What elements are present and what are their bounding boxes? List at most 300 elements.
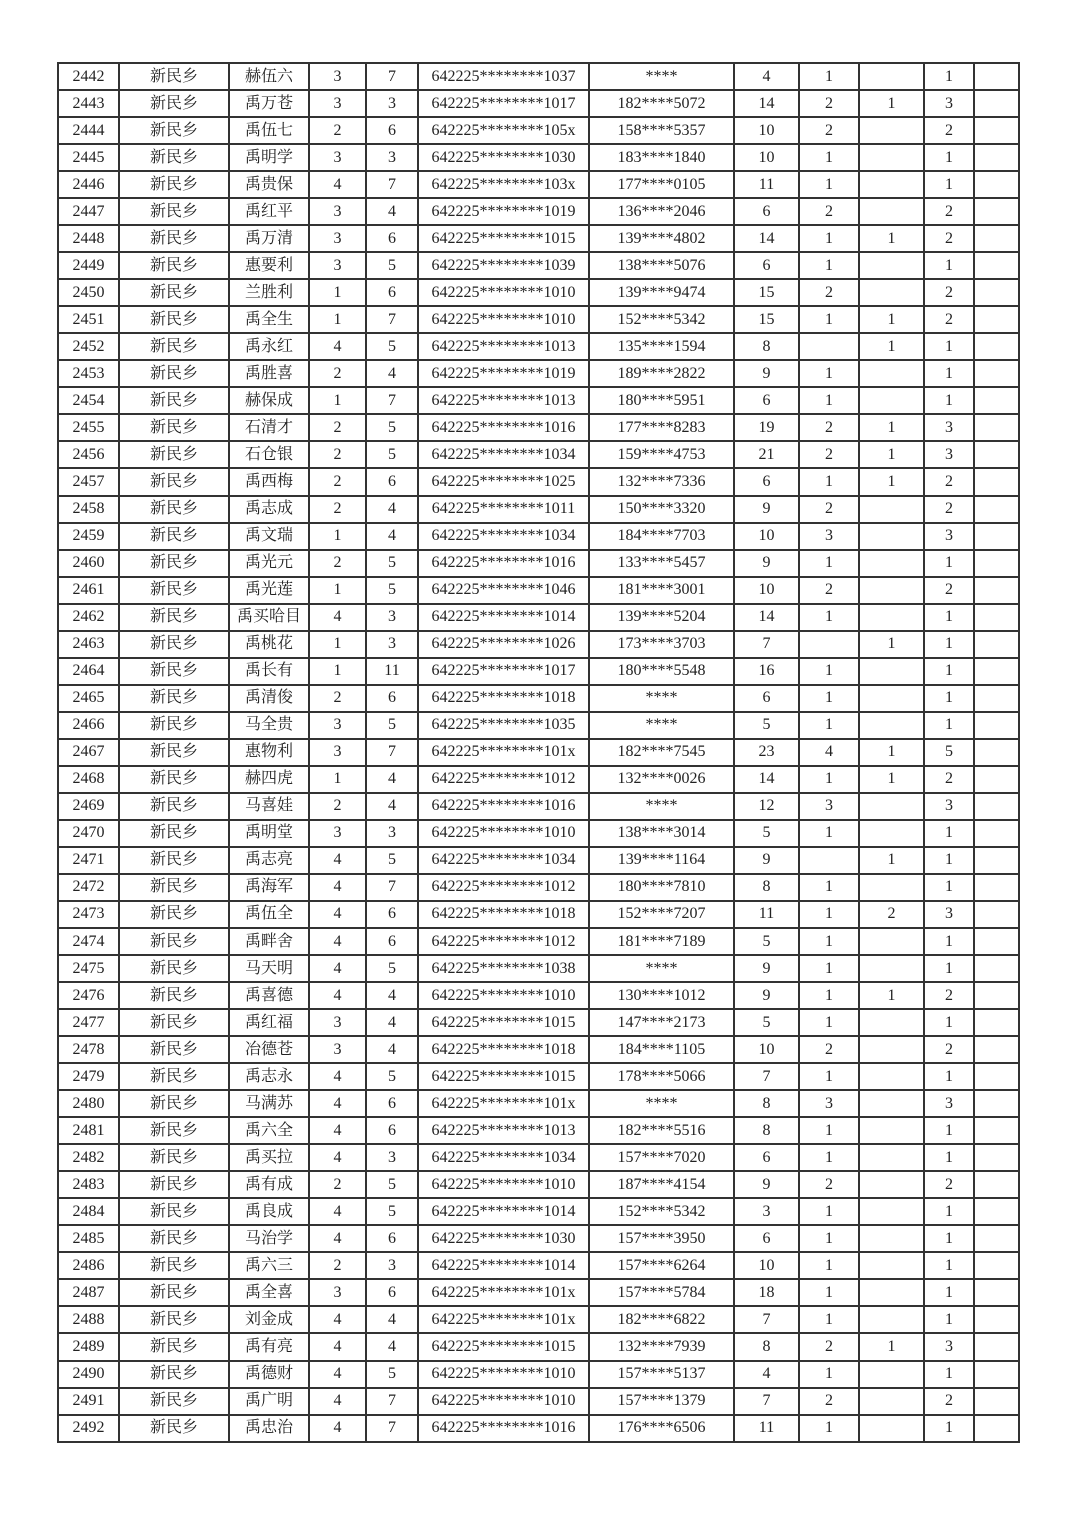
cell-seq: 2478 — [58, 1036, 119, 1063]
cell-num1: 4 — [309, 604, 366, 631]
cell-num6: 1 — [924, 144, 974, 171]
cell-num6: 1 — [924, 847, 974, 874]
table-row — [58, 523, 1019, 550]
cell-township: 新民乡 — [119, 252, 229, 279]
cell-name: 禹广明 — [229, 1388, 309, 1415]
cell-blank — [974, 117, 1019, 144]
cell-blank — [974, 279, 1019, 306]
cell-phone: 189****2822 — [589, 360, 734, 387]
cell-blank — [974, 306, 1019, 333]
cell-name: 赫保成 — [229, 387, 309, 414]
table-row — [58, 306, 1019, 333]
cell-num5 — [859, 279, 924, 306]
cell-phone: 139****1164 — [589, 847, 734, 874]
cell-num4: 1 — [799, 712, 859, 739]
cell-num5: 1 — [859, 225, 924, 252]
cell-seq: 2487 — [58, 1279, 119, 1306]
table-row — [58, 171, 1019, 198]
cell-name: 禹永红 — [229, 333, 309, 360]
cell-num1: 2 — [309, 550, 366, 577]
table-row — [58, 658, 1019, 685]
cell-township: 新民乡 — [119, 279, 229, 306]
cell-blank — [974, 387, 1019, 414]
cell-num1: 2 — [309, 117, 366, 144]
cell-num6: 1 — [924, 550, 974, 577]
cell-blank — [974, 1198, 1019, 1225]
cell-phone: 157****5137 — [589, 1361, 734, 1388]
cell-num6: 1 — [924, 1306, 974, 1333]
cell-num2: 5 — [366, 441, 418, 468]
cell-num6: 1 — [924, 604, 974, 631]
cell-seq: 2479 — [58, 1063, 119, 1090]
cell-num6: 1 — [924, 1225, 974, 1252]
cell-num3: 14 — [734, 225, 799, 252]
cell-num2: 4 — [366, 982, 418, 1009]
cell-num3: 10 — [734, 1252, 799, 1279]
cell-name: 惠物利 — [229, 739, 309, 766]
cell-blank — [974, 1333, 1019, 1360]
cell-num2: 6 — [366, 1279, 418, 1306]
cell-num6: 1 — [924, 955, 974, 982]
cell-phone: 182****5516 — [589, 1117, 734, 1144]
cell-num6: 3 — [924, 1090, 974, 1117]
table-row — [58, 360, 1019, 387]
cell-num1: 4 — [309, 1333, 366, 1360]
cell-num6: 1 — [924, 1415, 974, 1442]
cell-name: 禹光莲 — [229, 577, 309, 604]
cell-num4: 1 — [799, 928, 859, 955]
cell-num2: 5 — [366, 712, 418, 739]
cell-num3: 19 — [734, 414, 799, 441]
cell-seq: 2442 — [58, 63, 119, 90]
cell-id-number: 642225********1010 — [418, 982, 589, 1009]
cell-num4: 2 — [799, 1036, 859, 1063]
cell-township: 新民乡 — [119, 1090, 229, 1117]
cell-num5 — [859, 496, 924, 523]
cell-phone: 157****3950 — [589, 1225, 734, 1252]
cell-num3: 23 — [734, 739, 799, 766]
cell-phone: 157****5784 — [589, 1279, 734, 1306]
cell-seq: 2474 — [58, 928, 119, 955]
cell-num6: 1 — [924, 712, 974, 739]
cell-phone: 157****7020 — [589, 1144, 734, 1171]
cell-phone: 139****5204 — [589, 604, 734, 631]
table-row — [58, 387, 1019, 414]
cell-township: 新民乡 — [119, 1117, 229, 1144]
cell-num5: 1 — [859, 739, 924, 766]
cell-blank — [974, 901, 1019, 928]
cell-name: 禹有亮 — [229, 1333, 309, 1360]
cell-num4: 1 — [799, 604, 859, 631]
table-row — [58, 1225, 1019, 1252]
cell-township: 新民乡 — [119, 468, 229, 495]
cell-township: 新民乡 — [119, 739, 229, 766]
cell-phone: 150****3320 — [589, 496, 734, 523]
cell-name: 禹万苍 — [229, 90, 309, 117]
cell-id-number: 642225********1012 — [418, 874, 589, 901]
cell-seq: 2456 — [58, 441, 119, 468]
cell-township: 新民乡 — [119, 1225, 229, 1252]
cell-blank — [974, 225, 1019, 252]
cell-blank — [974, 1171, 1019, 1198]
cell-id-number: 642225********1014 — [418, 604, 589, 631]
cell-num2: 4 — [366, 523, 418, 550]
cell-phone: 184****7703 — [589, 523, 734, 550]
cell-name: 禹万清 — [229, 225, 309, 252]
table-row — [58, 766, 1019, 793]
cell-phone: **** — [589, 712, 734, 739]
cell-num3: 10 — [734, 1036, 799, 1063]
cell-num5 — [859, 1036, 924, 1063]
cell-seq: 2471 — [58, 847, 119, 874]
cell-blank — [974, 631, 1019, 658]
cell-num1: 1 — [309, 658, 366, 685]
table-row — [58, 712, 1019, 739]
cell-township: 新民乡 — [119, 441, 229, 468]
cell-phone: 147****2173 — [589, 1009, 734, 1036]
cell-num5 — [859, 1009, 924, 1036]
cell-num4: 1 — [799, 901, 859, 928]
cell-num6: 2 — [924, 1171, 974, 1198]
cell-phone: 139****4802 — [589, 225, 734, 252]
cell-num6: 1 — [924, 387, 974, 414]
cell-township: 新民乡 — [119, 550, 229, 577]
cell-id-number: 642225********1010 — [418, 306, 589, 333]
cell-seq: 2447 — [58, 198, 119, 225]
cell-phone: 132****7336 — [589, 468, 734, 495]
cell-township: 新民乡 — [119, 198, 229, 225]
cell-blank — [974, 468, 1019, 495]
cell-num4: 1 — [799, 1144, 859, 1171]
cell-num6: 1 — [924, 1063, 974, 1090]
cell-num2: 7 — [366, 874, 418, 901]
table-row — [58, 550, 1019, 577]
cell-id-number: 642225********1034 — [418, 847, 589, 874]
cell-name: 禹红平 — [229, 198, 309, 225]
cell-num5 — [859, 171, 924, 198]
cell-num4: 1 — [799, 820, 859, 847]
cell-num2: 6 — [366, 279, 418, 306]
cell-num2: 5 — [366, 252, 418, 279]
cell-id-number: 642225********1025 — [418, 468, 589, 495]
data-table — [57, 62, 1020, 1443]
cell-id-number: 642225********1015 — [418, 1333, 589, 1360]
cell-phone: 183****1840 — [589, 144, 734, 171]
cell-num4: 1 — [799, 1306, 859, 1333]
cell-num1: 4 — [309, 901, 366, 928]
cell-seq: 2468 — [58, 766, 119, 793]
cell-num2: 4 — [366, 766, 418, 793]
cell-num6: 1 — [924, 333, 974, 360]
cell-blank — [974, 1036, 1019, 1063]
cell-num1: 2 — [309, 1171, 366, 1198]
cell-num2: 6 — [366, 117, 418, 144]
cell-phone: 180****5548 — [589, 658, 734, 685]
cell-township: 新民乡 — [119, 90, 229, 117]
cell-num1: 1 — [309, 631, 366, 658]
cell-num3: 7 — [734, 1063, 799, 1090]
cell-id-number: 642225********103x — [418, 171, 589, 198]
cell-phone: 177****0105 — [589, 171, 734, 198]
cell-phone: **** — [589, 63, 734, 90]
cell-blank — [974, 820, 1019, 847]
cell-num3: 3 — [734, 1198, 799, 1225]
cell-num6: 1 — [924, 252, 974, 279]
cell-num3: 6 — [734, 468, 799, 495]
cell-seq: 2484 — [58, 1198, 119, 1225]
cell-num1: 4 — [309, 847, 366, 874]
cell-num4: 1 — [799, 1279, 859, 1306]
cell-num6: 2 — [924, 225, 974, 252]
cell-num5: 1 — [859, 847, 924, 874]
cell-num6: 3 — [924, 441, 974, 468]
cell-num2: 5 — [366, 1063, 418, 1090]
cell-township: 新民乡 — [119, 414, 229, 441]
table-row — [58, 1117, 1019, 1144]
cell-num5: 1 — [859, 631, 924, 658]
cell-num4: 1 — [799, 550, 859, 577]
cell-num6: 1 — [924, 685, 974, 712]
cell-name: 禹海军 — [229, 874, 309, 901]
cell-name: 刘金成 — [229, 1306, 309, 1333]
cell-phone: 159****4753 — [589, 441, 734, 468]
cell-num3: 11 — [734, 1415, 799, 1442]
cell-name: 禹伍七 — [229, 117, 309, 144]
cell-phone: 180****7810 — [589, 874, 734, 901]
cell-num6: 2 — [924, 1036, 974, 1063]
cell-num4: 2 — [799, 198, 859, 225]
cell-blank — [974, 982, 1019, 1009]
cell-phone: 176****6506 — [589, 1415, 734, 1442]
cell-num5 — [859, 117, 924, 144]
cell-num6: 1 — [924, 1198, 974, 1225]
table-row — [58, 1009, 1019, 1036]
cell-num1: 3 — [309, 712, 366, 739]
cell-num3: 14 — [734, 766, 799, 793]
cell-seq: 2485 — [58, 1225, 119, 1252]
cell-num6: 1 — [924, 1009, 974, 1036]
cell-num3: 8 — [734, 874, 799, 901]
cell-name: 赫伍六 — [229, 63, 309, 90]
cell-blank — [974, 171, 1019, 198]
cell-name: 禹志永 — [229, 1063, 309, 1090]
cell-seq: 2450 — [58, 279, 119, 306]
cell-name: 禹清俊 — [229, 685, 309, 712]
cell-seq: 2458 — [58, 496, 119, 523]
cell-num4 — [799, 333, 859, 360]
cell-phone: **** — [589, 793, 734, 820]
cell-num3: 9 — [734, 360, 799, 387]
table-row — [58, 604, 1019, 631]
cell-id-number: 642225********1046 — [418, 577, 589, 604]
cell-num4: 2 — [799, 414, 859, 441]
cell-num3: 5 — [734, 820, 799, 847]
cell-seq: 2491 — [58, 1388, 119, 1415]
cell-seq: 2461 — [58, 577, 119, 604]
cell-blank — [974, 847, 1019, 874]
table-row — [58, 1036, 1019, 1063]
cell-num3: 6 — [734, 252, 799, 279]
cell-phone: 132****0026 — [589, 766, 734, 793]
cell-num4: 2 — [799, 577, 859, 604]
cell-num4: 1 — [799, 1009, 859, 1036]
cell-blank — [974, 252, 1019, 279]
cell-seq: 2488 — [58, 1306, 119, 1333]
cell-township: 新民乡 — [119, 1144, 229, 1171]
cell-id-number: 642225********1026 — [418, 631, 589, 658]
cell-num4: 1 — [799, 766, 859, 793]
cell-num4: 1 — [799, 252, 859, 279]
cell-blank — [974, 63, 1019, 90]
cell-township: 新民乡 — [119, 360, 229, 387]
cell-name: 马满苏 — [229, 1090, 309, 1117]
cell-id-number: 642225********1030 — [418, 1225, 589, 1252]
cell-township: 新民乡 — [119, 901, 229, 928]
cell-id-number: 642225********105x — [418, 117, 589, 144]
cell-name: 禹文瑞 — [229, 523, 309, 550]
cell-blank — [974, 658, 1019, 685]
cell-township: 新民乡 — [119, 63, 229, 90]
cell-blank — [974, 577, 1019, 604]
cell-num4: 1 — [799, 874, 859, 901]
cell-seq: 2481 — [58, 1117, 119, 1144]
cell-num3: 10 — [734, 523, 799, 550]
cell-num3: 10 — [734, 577, 799, 604]
cell-id-number: 642225********1016 — [418, 793, 589, 820]
cell-phone: 157****6264 — [589, 1252, 734, 1279]
cell-num2: 6 — [366, 1117, 418, 1144]
cell-seq: 2477 — [58, 1009, 119, 1036]
cell-num2: 6 — [366, 685, 418, 712]
cell-num5 — [859, 928, 924, 955]
cell-phone: **** — [589, 1090, 734, 1117]
cell-num4: 2 — [799, 1388, 859, 1415]
cell-blank — [974, 414, 1019, 441]
cell-blank — [974, 523, 1019, 550]
cell-township: 新民乡 — [119, 847, 229, 874]
cell-num1: 1 — [309, 577, 366, 604]
cell-phone: 138****5076 — [589, 252, 734, 279]
cell-num4: 2 — [799, 279, 859, 306]
table-row — [58, 1415, 1019, 1442]
cell-township: 新民乡 — [119, 225, 229, 252]
cell-num2: 7 — [366, 63, 418, 90]
cell-id-number: 642225********1018 — [418, 685, 589, 712]
cell-num5 — [859, 1090, 924, 1117]
cell-name: 禹喜德 — [229, 982, 309, 1009]
cell-num2: 5 — [366, 1361, 418, 1388]
cell-num3: 7 — [734, 1388, 799, 1415]
cell-num1: 3 — [309, 1279, 366, 1306]
table-row — [58, 90, 1019, 117]
table-row — [58, 685, 1019, 712]
cell-seq: 2444 — [58, 117, 119, 144]
cell-name: 禹红福 — [229, 1009, 309, 1036]
cell-phone: 187****4154 — [589, 1171, 734, 1198]
cell-blank — [974, 1009, 1019, 1036]
cell-num6: 2 — [924, 306, 974, 333]
cell-id-number: 642225********1013 — [418, 1117, 589, 1144]
cell-id-number: 642225********1014 — [418, 1198, 589, 1225]
table-row — [58, 441, 1019, 468]
cell-num6: 1 — [924, 928, 974, 955]
cell-id-number: 642225********101x — [418, 1279, 589, 1306]
table-body — [58, 63, 1019, 1442]
cell-num6: 3 — [924, 90, 974, 117]
table-row — [58, 496, 1019, 523]
cell-seq: 2454 — [58, 387, 119, 414]
cell-name: 禹志成 — [229, 496, 309, 523]
cell-name: 禹桃花 — [229, 631, 309, 658]
cell-seq: 2486 — [58, 1252, 119, 1279]
cell-blank — [974, 90, 1019, 117]
cell-name: 马天明 — [229, 955, 309, 982]
cell-name: 冶德苍 — [229, 1036, 309, 1063]
cell-id-number: 642225********1012 — [418, 928, 589, 955]
cell-num1: 4 — [309, 1144, 366, 1171]
cell-blank — [974, 1279, 1019, 1306]
cell-num3: 8 — [734, 1333, 799, 1360]
cell-name: 禹德财 — [229, 1361, 309, 1388]
cell-num5 — [859, 1171, 924, 1198]
cell-township: 新民乡 — [119, 387, 229, 414]
cell-num5 — [859, 1361, 924, 1388]
cell-blank — [974, 766, 1019, 793]
cell-num6: 1 — [924, 1361, 974, 1388]
cell-phone: 136****2046 — [589, 198, 734, 225]
cell-num1: 4 — [309, 1388, 366, 1415]
cell-name: 赫四虎 — [229, 766, 309, 793]
cell-num3: 9 — [734, 847, 799, 874]
table-row — [58, 144, 1019, 171]
cell-num2: 7 — [366, 739, 418, 766]
cell-blank — [974, 1144, 1019, 1171]
table-row — [58, 414, 1019, 441]
cell-phone: 130****1012 — [589, 982, 734, 1009]
cell-num2: 7 — [366, 306, 418, 333]
table-row — [58, 820, 1019, 847]
cell-num4: 1 — [799, 955, 859, 982]
cell-name: 禹贵保 — [229, 171, 309, 198]
cell-blank — [974, 739, 1019, 766]
cell-name: 马全贵 — [229, 712, 309, 739]
cell-phone: 158****5357 — [589, 117, 734, 144]
cell-num4: 3 — [799, 523, 859, 550]
cell-num4: 2 — [799, 1333, 859, 1360]
cell-num1: 3 — [309, 90, 366, 117]
cell-num5 — [859, 793, 924, 820]
cell-num3: 6 — [734, 1144, 799, 1171]
cell-num1: 4 — [309, 955, 366, 982]
cell-township: 新民乡 — [119, 171, 229, 198]
cell-num2: 4 — [366, 1009, 418, 1036]
cell-blank — [974, 198, 1019, 225]
cell-id-number: 642225********1015 — [418, 1063, 589, 1090]
cell-name: 禹明堂 — [229, 820, 309, 847]
cell-num6: 1 — [924, 1144, 974, 1171]
cell-township: 新民乡 — [119, 1252, 229, 1279]
cell-num2: 5 — [366, 550, 418, 577]
cell-num3: 8 — [734, 333, 799, 360]
cell-num5 — [859, 1063, 924, 1090]
cell-num2: 3 — [366, 820, 418, 847]
cell-blank — [974, 441, 1019, 468]
cell-seq: 2473 — [58, 901, 119, 928]
cell-num6: 2 — [924, 198, 974, 225]
cell-name: 禹畔舍 — [229, 928, 309, 955]
cell-num3: 21 — [734, 441, 799, 468]
cell-name: 禹良成 — [229, 1198, 309, 1225]
